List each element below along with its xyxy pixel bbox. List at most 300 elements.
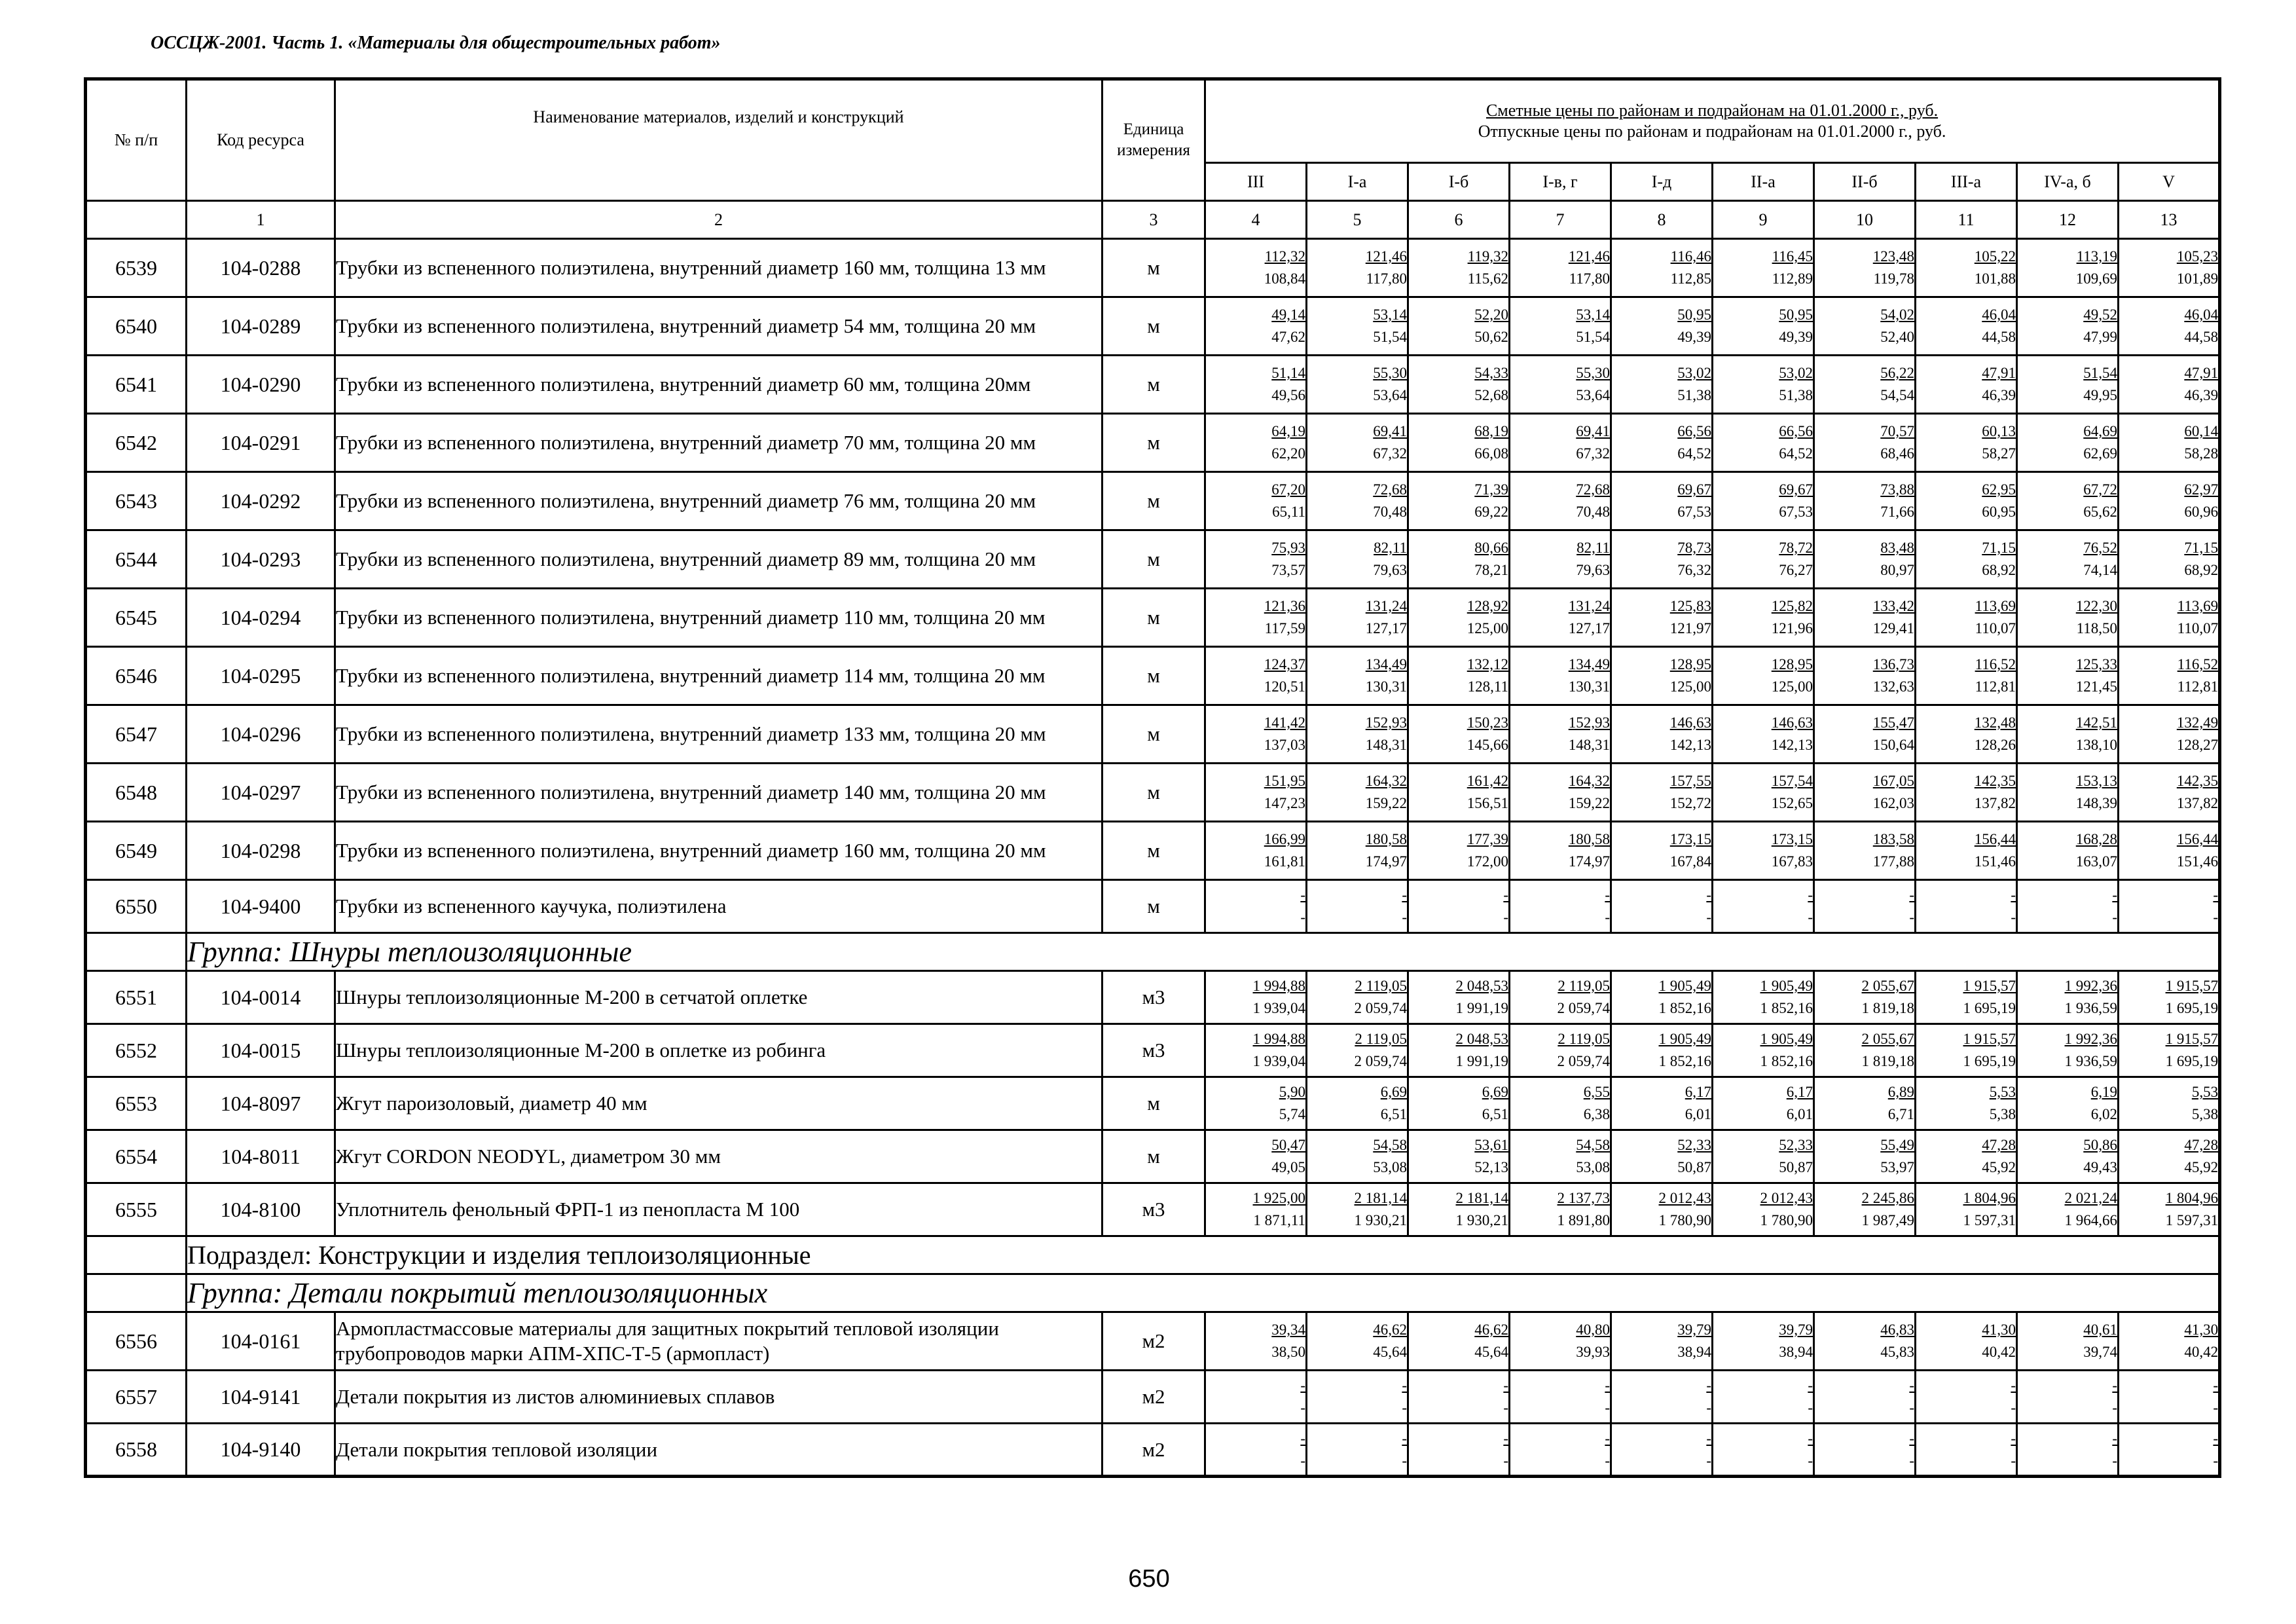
estimate-price: 125,83 [1669,598,1711,614]
price-cell [1205,472,1307,530]
price-cell [1713,1424,1814,1477]
estimate-price: - [2213,887,2219,903]
release-price: 128,11 [1467,678,1508,695]
row-number: 6542 [86,414,187,472]
release-price: - [1300,1399,1305,1416]
estimate-price: 53,14 [1576,306,1610,323]
estimate-price: - [1706,1377,1711,1393]
price-cell [2119,764,2220,822]
price-cell [2017,1130,2119,1183]
unit-of-measure: м [1102,589,1205,647]
price-cell [2119,356,2220,414]
estimate-price: - [2112,1430,2117,1447]
release-price: 148,31 [1365,737,1407,753]
release-price: 47,62 [1271,329,1305,345]
release-price: - [1706,1399,1711,1416]
estimate-price: 75,93 [1271,540,1305,556]
release-price: 49,39 [1677,329,1711,345]
price-cell [1307,971,1408,1024]
resource-code: 104-8100 [187,1183,335,1236]
estimate-price: 131,24 [1365,598,1407,614]
column-number: 1 [187,201,335,239]
release-price: 109,69 [2075,270,2117,287]
estimate-price: - [1503,887,1508,903]
release-price: 6,51 [1482,1106,1508,1122]
estimate-price: - [1605,1430,1610,1447]
header-code: Код ресурса [187,79,335,201]
estimate-price: 52,20 [1474,306,1508,323]
price-cell [1611,297,1713,356]
estimate-price: 131,24 [1568,598,1610,614]
table-row [86,1312,2220,1371]
estimate-price: 41,30 [2184,1321,2219,1338]
release-price: 38,50 [1271,1344,1305,1360]
release-price: 127,17 [1365,620,1407,637]
table-header [86,79,2220,239]
estimate-price: - [1909,1430,1914,1447]
price-cell [1814,880,1916,933]
release-price: - [2213,909,2219,925]
price-cell [2119,472,2220,530]
estimate-price: - [2213,1377,2219,1393]
price-cell [1510,1312,1611,1371]
release-price: 127,17 [1568,620,1610,637]
document-title: ОССЦЖ-2001. Часть 1. «Материалы для общестроительных работ» [151,33,721,53]
estimate-price: 54,33 [1474,365,1508,381]
unit-of-measure: м [1102,356,1205,414]
price-cell [1916,647,2017,705]
estimate-price: 1 905,49 [1760,978,1813,994]
price-cell [1611,589,1713,647]
release-price: - [1300,909,1305,925]
price-cell [1408,356,1510,414]
material-name: Трубки из вспененного полиэтилена, внутренний диаметр 76 мм, толщина 20 мм [335,472,1102,530]
release-price: 1 852,16 [1760,1053,1813,1069]
release-price: 49,95 [2083,387,2117,403]
release-price: 60,96 [2184,504,2219,520]
release-price: 50,87 [1677,1159,1711,1175]
release-price: 53,64 [1373,387,1407,403]
price-cell [1510,239,1611,297]
release-price: 1 597,31 [1963,1212,2016,1228]
release-price: - [1808,1399,1813,1416]
release-price: 45,64 [1373,1344,1407,1360]
price-cell [1713,297,1814,356]
release-price: 1 695,19 [1963,1053,2016,1069]
empty-cell [86,933,187,971]
price-cell [1510,1371,1611,1424]
resource-code: 104-0296 [187,705,335,764]
estimate-price: 1 992,36 [2064,1031,2117,1047]
estimate-price: 55,30 [1373,365,1407,381]
region-header: I-д [1611,163,1713,201]
row-number: 6546 [86,647,187,705]
estimate-price: 1 994,88 [1252,978,1305,994]
price-cell [1814,589,1916,647]
price-cell [1611,705,1713,764]
price-cell [1307,1371,1408,1424]
price-cell [1408,1130,1510,1183]
price-cell [1307,1424,1408,1477]
estimate-price: 161,42 [1467,773,1508,789]
material-name: Детали покрытия из листов алюминиевых сплавов [335,1371,1102,1424]
price-cell [1510,1424,1611,1477]
estimate-price: 2 119,05 [1558,1031,1610,1047]
release-price: 80,97 [1880,562,1914,578]
estimate-price: 116,52 [2177,656,2219,673]
estimate-price: - [1402,887,1407,903]
price-cell [1611,1424,1713,1477]
column-number: 8 [1611,201,1713,239]
estimate-price: 136,73 [1872,656,1914,673]
estimate-price: 6,55 [1583,1084,1610,1100]
release-price: 115,62 [1467,270,1508,287]
estimate-price: 142,51 [2075,714,2117,731]
estimate-price: - [1300,1377,1305,1393]
release-price: 130,31 [1365,678,1407,695]
price-cell [2119,297,2220,356]
release-price: 53,08 [1576,1159,1610,1175]
estimate-price: 41,30 [1982,1321,2016,1338]
estimate-price: - [2011,887,2016,903]
column-number: 3 [1102,201,1205,239]
estimate-price: 142,35 [1974,773,2016,789]
estimate-price: 113,69 [1975,598,2016,614]
column-number: 12 [2017,201,2119,239]
material-name: Трубки из вспененного полиэтилена, внутренний диаметр 114 мм, толщина 20 мм [335,647,1102,705]
price-cell [1408,414,1510,472]
price-cell [1814,1077,1916,1130]
release-price: 145,66 [1467,737,1508,753]
estimate-price: - [1503,1377,1508,1393]
price-cell [1510,971,1611,1024]
estimate-price: 39,34 [1271,1321,1305,1338]
estimate-price: 157,55 [1669,773,1711,789]
price-cell [1205,1424,1307,1477]
price-cell [1916,1371,2017,1424]
estimate-price: 50,95 [1677,306,1711,323]
resource-code: 104-8011 [187,1130,335,1183]
estimate-price: 2 137,73 [1557,1190,1610,1206]
estimate-price: - [1605,1377,1610,1393]
price-cell [1713,1024,1814,1077]
column-number: 6 [1408,201,1510,239]
price-cell [2119,1183,2220,1236]
unit-of-measure: м [1102,239,1205,297]
estimate-price: 49,52 [2083,306,2117,323]
estimate-price: 121,46 [1568,248,1610,265]
estimate-price: 50,95 [1779,306,1813,323]
estimate-price: - [1909,887,1914,903]
estimate-price: 155,47 [1872,714,1914,731]
price-cell [1408,472,1510,530]
release-price: 73,57 [1271,562,1305,578]
release-price: 70,48 [1576,504,1610,520]
estimate-price: 157,54 [1771,773,1813,789]
release-price: - [1402,909,1407,925]
estimate-price: 49,14 [1271,306,1305,323]
price-cell [1307,1312,1408,1371]
column-number: 5 [1307,201,1408,239]
price-cell [1205,764,1307,822]
price-cell [1713,589,1814,647]
release-price: 1 852,16 [1658,1000,1711,1016]
price-cell [2017,1424,2119,1477]
estimate-price: 71,15 [2184,540,2219,556]
price-cell [1611,822,1713,880]
group-header-row [86,933,2220,971]
release-price: 6,71 [1887,1106,1914,1122]
release-price: 53,97 [1880,1159,1914,1175]
price-cell [1205,1077,1307,1130]
price-cell [1713,822,1814,880]
price-cell [1408,1024,1510,1077]
release-price: 121,45 [2075,678,2117,695]
estimate-price: 82,11 [1576,540,1610,556]
unit-of-measure: м [1102,414,1205,472]
estimate-price: 72,68 [1576,481,1610,498]
estimate-price: - [1402,1377,1407,1393]
price-cell [1611,356,1713,414]
release-price: 137,82 [1974,795,2016,811]
estimate-price: 39,79 [1779,1321,1813,1338]
price-cell [1611,764,1713,822]
price-cell [1408,1312,1510,1371]
unit-of-measure: м [1102,472,1205,530]
price-cell [1916,472,2017,530]
release-price: 159,22 [1568,795,1610,811]
estimate-price: 119,32 [1467,248,1508,265]
unit-of-measure: м [1102,705,1205,764]
release-price: 152,72 [1669,795,1711,811]
price-cell [2017,971,2119,1024]
release-price: 70,48 [1373,504,1407,520]
row-number: 6555 [86,1183,187,1236]
price-cell [2119,1371,2220,1424]
unit-of-measure: м2 [1102,1312,1205,1371]
release-price: 132,63 [1872,678,1914,695]
estimate-price: 60,13 [1982,423,2016,439]
resource-code: 104-0294 [187,589,335,647]
resource-code: 104-0014 [187,971,335,1024]
release-price: - [2011,909,2016,925]
release-price: 45,83 [1880,1344,1914,1360]
release-price: - [1402,1399,1407,1416]
price-cell [1510,472,1611,530]
release-price: 64,52 [1779,445,1813,462]
release-price: - [1300,1452,1305,1469]
estimate-price: 5,90 [1279,1084,1305,1100]
price-cell [1307,472,1408,530]
estimate-price: 128,95 [1771,656,1813,673]
release-price: 51,38 [1779,387,1813,403]
release-price: 1 819,18 [1861,1053,1914,1069]
price-cell [1510,1077,1611,1130]
material-name: Детали покрытия тепловой изоляции [335,1424,1102,1477]
estimate-price: 66,56 [1779,423,1813,439]
row-number: 6549 [86,822,187,880]
release-price: 110,07 [1975,620,2016,637]
release-price: - [2213,1452,2219,1469]
estimate-price: 60,14 [2184,423,2219,439]
price-cell [1713,239,1814,297]
estimate-price: 2 119,05 [1355,1031,1407,1047]
estimate-price: 2 119,05 [1558,978,1610,994]
estimate-price: - [1706,887,1711,903]
price-cell [1307,880,1408,933]
estimate-price: - [2213,1430,2219,1447]
estimate-price: 167,05 [1872,773,1914,789]
estimate-price: 1 925,00 [1252,1190,1305,1206]
release-price: 159,22 [1365,795,1407,811]
price-cell [2017,414,2119,472]
release-price: 71,66 [1880,504,1914,520]
section-title: Подраздел: Конструкции и изделия теплоизоляционные [187,1236,2220,1274]
column-number: 7 [1510,201,1611,239]
release-price: 137,82 [2176,795,2219,811]
release-price: 150,64 [1872,737,1914,753]
price-cell [1916,1183,2017,1236]
estimate-price: 64,19 [1271,423,1305,439]
resource-code: 104-9400 [187,880,335,933]
release-price: 163,07 [2075,853,2117,870]
price-cell [2017,764,2119,822]
release-price: 66,08 [1474,445,1508,462]
price-cell [1307,822,1408,880]
row-number: 6547 [86,705,187,764]
estimate-price: 125,82 [1771,598,1813,614]
column-number: 13 [2119,201,2220,239]
release-price: 68,92 [2184,562,2219,578]
row-number: 6552 [86,1024,187,1077]
price-cell [1713,356,1814,414]
material-name: Трубки из вспененного полиэтилена, внутренний диаметр 160 мм, толщина 20 мм [335,822,1102,880]
price-cell [2119,822,2220,880]
release-price: 53,64 [1576,387,1610,403]
price-cell [2017,472,2119,530]
row-number: 6543 [86,472,187,530]
price-cell [1408,971,1510,1024]
price-cell [2119,414,2220,472]
price-cell [1611,472,1713,530]
estimate-price: 1 905,49 [1658,978,1711,994]
unit-of-measure: м [1102,297,1205,356]
unit-of-measure: м [1102,880,1205,933]
price-cell [1814,356,1916,414]
estimate-price: - [1605,887,1610,903]
estimate-price: 168,28 [2075,831,2117,847]
price-cell [1814,530,1916,589]
estimate-price: 164,32 [1365,773,1407,789]
release-price: 51,54 [1373,329,1407,345]
release-price: 1 987,49 [1861,1212,1914,1228]
price-cell [1916,1312,2017,1371]
price-cell [1916,297,2017,356]
estimate-price: 2 055,67 [1861,978,1914,994]
estimate-price: 69,41 [1373,423,1407,439]
release-price: 128,27 [2176,737,2219,753]
region-header: I-б [1408,163,1510,201]
estimate-price: 113,19 [2076,248,2117,265]
price-cell [2017,705,2119,764]
estimate-price: 50,47 [1271,1137,1305,1153]
release-price: 1 936,59 [2064,1000,2117,1016]
estimate-price: 132,12 [1467,656,1508,673]
unit-of-measure: м3 [1102,971,1205,1024]
price-cell [2017,356,2119,414]
resource-code: 104-0290 [187,356,335,414]
release-price: 108,84 [1264,270,1305,287]
price-cell [1713,472,1814,530]
price-cell [1713,1130,1814,1183]
material-name: Шнуры теплоизоляционные М-200 в оплетке из робинга [335,1024,1102,1077]
price-cell [1408,822,1510,880]
estimate-price: - [1503,1430,1508,1447]
estimate-price: 105,22 [1974,248,2016,265]
price-cell [1408,297,1510,356]
estimate-price: 47,91 [2184,365,2219,381]
price-cell [1307,1183,1408,1236]
release-price: 53,08 [1373,1159,1407,1175]
estimate-price: 46,04 [2184,306,2219,323]
table-row [86,1424,2220,1477]
price-cell [1307,1024,1408,1077]
release-price: 2 059,74 [1354,1053,1407,1069]
page-number: 650 [1128,1565,1170,1593]
header-price-titles [1205,79,2220,163]
price-cell [1408,647,1510,705]
row-number: 6557 [86,1371,187,1424]
price-cell [2119,589,2220,647]
header-unit: Единица измерения [1102,79,1205,201]
row-number: 6558 [86,1424,187,1477]
price-cell [1916,880,2017,933]
release-price: 142,13 [1669,737,1711,753]
release-price: 52,13 [1474,1159,1508,1175]
release-price: 1 695,19 [1963,1000,2016,1016]
price-cell [1510,1130,1611,1183]
release-price: 172,00 [1467,853,1508,870]
estimate-price: 69,67 [1779,481,1813,498]
estimate-price: - [1808,1430,1813,1447]
unit-of-measure: м [1102,822,1205,880]
resource-code: 104-0292 [187,472,335,530]
resource-code: 104-0293 [187,530,335,589]
price-cell [1510,1024,1611,1077]
release-price: 121,97 [1669,620,1711,637]
release-price: 129,41 [1872,620,1914,637]
price-cell [1510,764,1611,822]
release-price: - [1808,909,1813,925]
price-cell [1814,647,1916,705]
release-price: 68,92 [1982,562,2016,578]
estimate-price: 122,30 [2075,598,2117,614]
release-price: 1 819,18 [1861,1000,1914,1016]
estimate-price: 121,46 [1365,248,1407,265]
release-price: 45,92 [1982,1159,2016,1175]
estimate-price: 62,97 [2184,481,2219,498]
price-cell [2119,239,2220,297]
table-row [86,971,2220,1024]
price-cell [1205,971,1307,1024]
estimate-price: 54,58 [1373,1137,1407,1153]
release-price: 1 991,19 [1455,1053,1508,1069]
release-price: 1 939,04 [1252,1053,1305,1069]
release-price: 5,38 [1989,1106,2016,1122]
estimate-price: 70,57 [1880,423,1914,439]
estimate-price: 166,99 [1264,831,1305,847]
row-number: 6554 [86,1130,187,1183]
